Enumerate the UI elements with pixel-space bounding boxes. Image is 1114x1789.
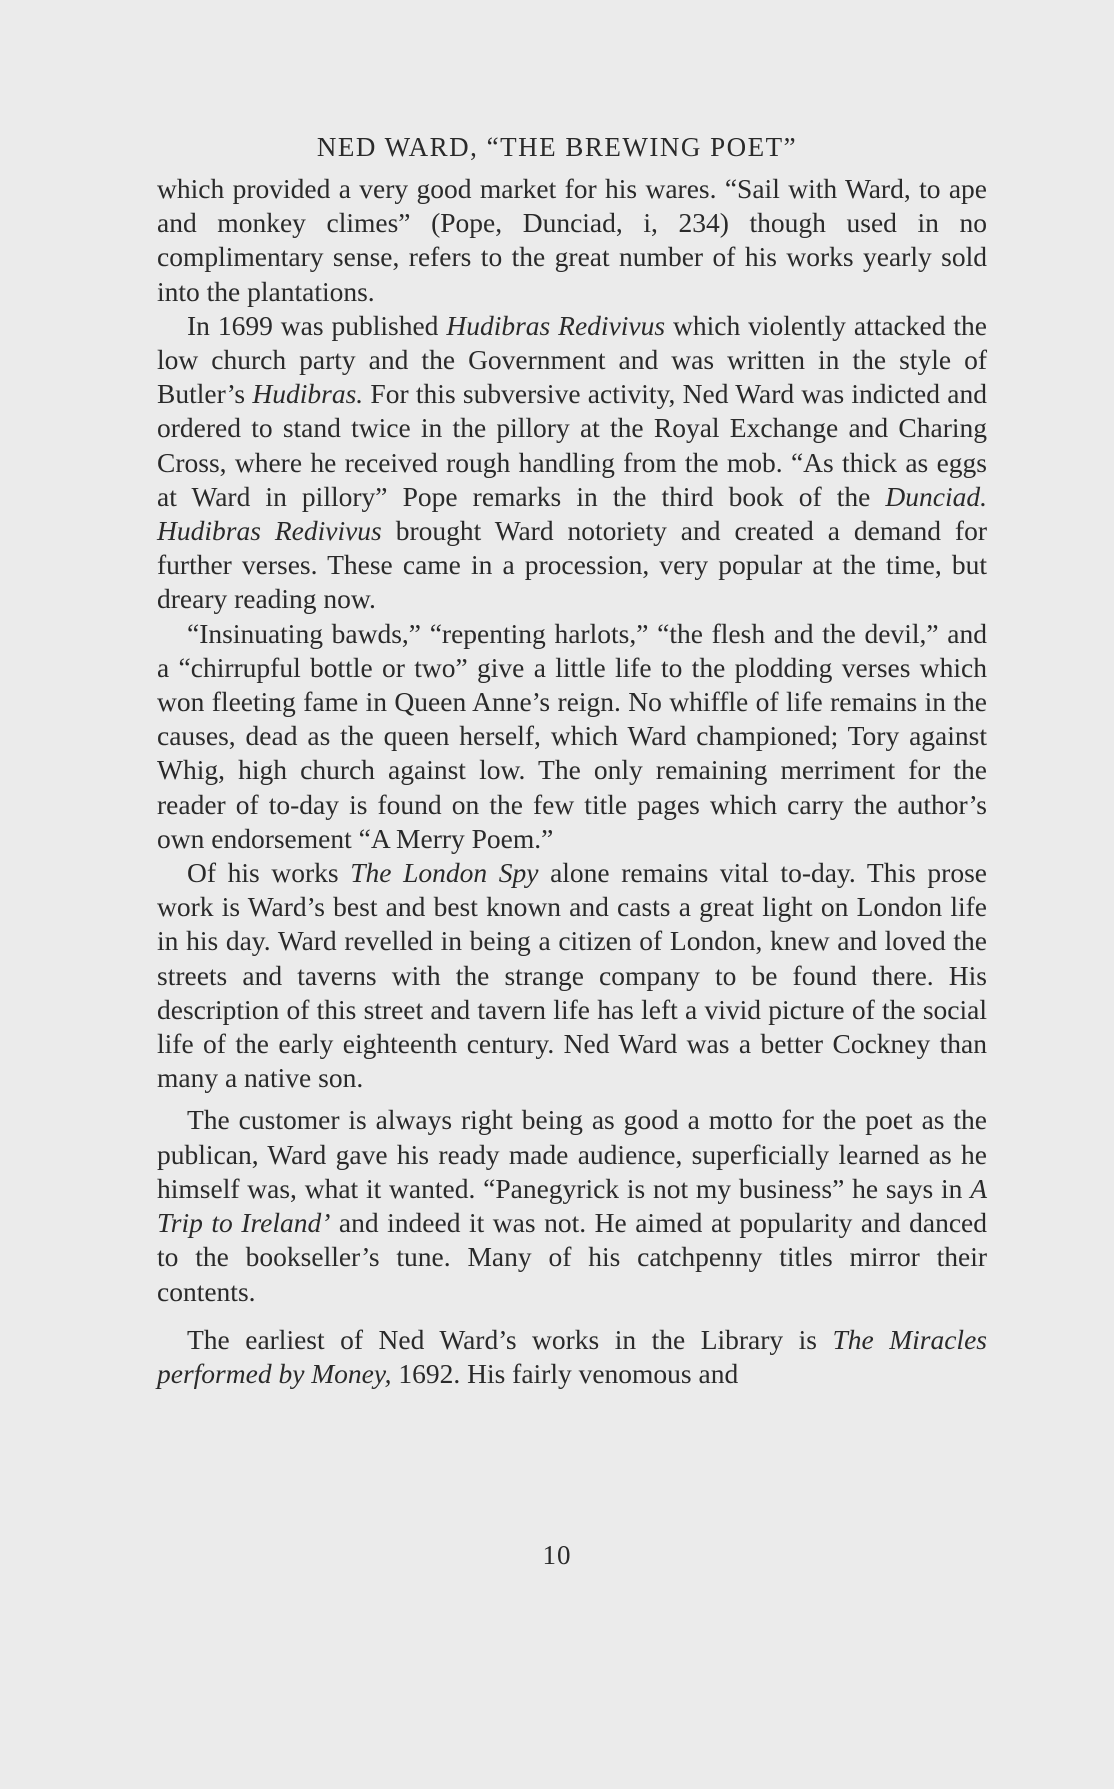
italic-title-text: The London Spy bbox=[350, 857, 539, 889]
text-run: 1692. His fairly venomous and bbox=[391, 1357, 739, 1389]
text-run: which provided a very good market for his wares. “Sail with Ward, to ape and monkey climes” (Pope, Dunciad, i, 234) though used in no complimentary sense, refers to the great number of his works yearly sold into the plantations. bbox=[157, 173, 987, 307]
paragraph-2 bbox=[157, 309, 987, 617]
paragraph-3 bbox=[157, 617, 987, 856]
running-head: NED WARD, “THE BREWING POET” bbox=[316, 132, 798, 162]
text-run: “Insinuating bawds,” “repenting harlots,” “the flesh and the devil,” and a “chirrupful bottle or two” give a little life to the plodding verses which won fleeting fame in Queen Anne’s reign. No whiffle of life remains in the causes, dead as the queen herself, which Ward championed; Tory against Whig, high church against low. The only remaining merriment for the reader of to-day is found on the few title pages which carry the author’s own endorsement “A Merry Poem.” bbox=[157, 617, 987, 854]
text-run: alone remains vital to-day. This prose work is Ward’s best and best known and casts a great light on London life in his day. Ward revelled in being a citizen of London, knew and loved the streets and taverns with the strange company to be found there. His description of this street and tavern life has left a vivid picture of the social life of the early eighteenth century. Ned Ward was a better Cockney than many a native son. bbox=[157, 857, 987, 1094]
text-run: For this subversive activity, Ned Ward was indicted and ordered to stand twice in the pillory at the Royal Exchange and Charing Cross, where he received rough handling from the mob. “As thick as eggs at Ward in pillory” Pope remarks in the third book of the bbox=[157, 378, 987, 512]
italic-title-text: Hudibras Redivivus bbox=[446, 309, 666, 341]
paragraph-4 bbox=[157, 856, 987, 1095]
text-run: and indeed it was not. He aimed at popularity and danced to the bookseller’s tune. Many of his catchpenny titles mirror their contents. bbox=[157, 1207, 987, 1307]
paragraph-5 bbox=[157, 1103, 987, 1308]
paragraph-1 bbox=[157, 172, 987, 309]
text-run: Of his works bbox=[187, 857, 351, 889]
italic-title-text: The Miracles performed by Money, bbox=[157, 1323, 987, 1389]
text-run: The customer is always right being as good a motto for the poet as the publican, Ward gave his ready made audience, superficially learned as he himself was, what it wanted. “Panegyrick is not my business” he says in bbox=[157, 1104, 987, 1204]
page-number: 10 bbox=[542, 1540, 572, 1570]
text-run: The earliest of Ned Ward’s works in the Library is bbox=[187, 1323, 833, 1355]
text-run: In 1699 was published bbox=[187, 309, 447, 341]
paragraph-6 bbox=[157, 1323, 987, 1391]
italic-title-text: A Trip to Ireland’ bbox=[157, 1172, 987, 1239]
text-run: which violently attacked the low church party and the Government and was written in the style of Butler’s bbox=[157, 309, 987, 410]
italic-title-text: Hudibras. bbox=[252, 378, 364, 410]
body-text bbox=[157, 172, 987, 1391]
italic-title-text: Dunciad. Hudibras Redivivus bbox=[157, 480, 987, 547]
text-run: brought Ward notoriety and created a demand for further verses. These came in a procession, very popular at the time, but dreary reading now. bbox=[157, 515, 987, 615]
